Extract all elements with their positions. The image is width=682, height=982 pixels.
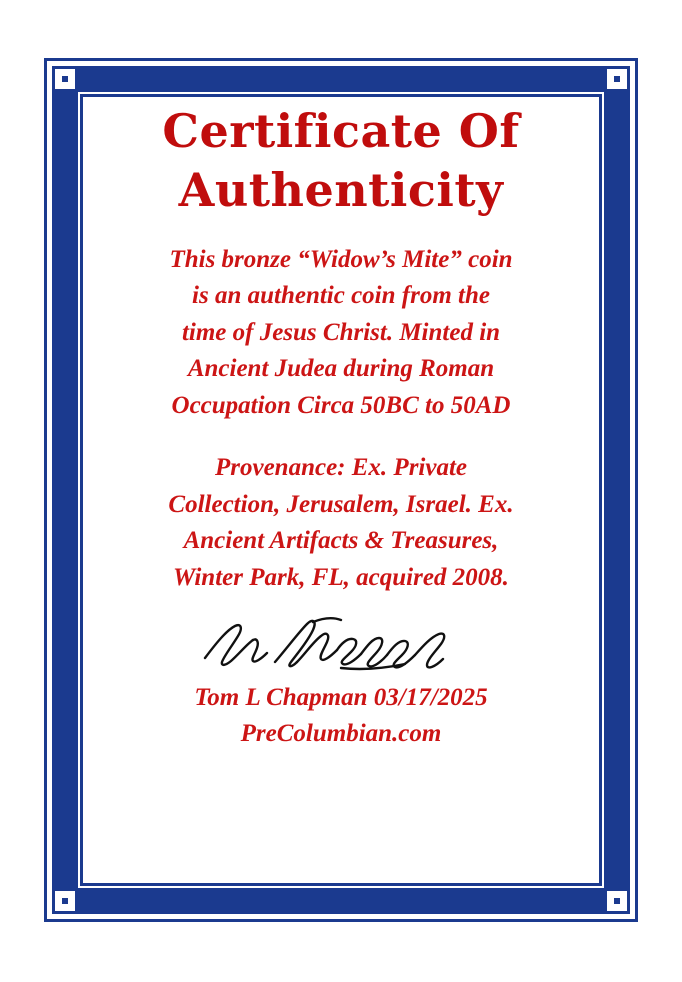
signer-name-and-date: Tom L Chapman 03/17/2025 (194, 684, 488, 712)
authenticity-statement (86, 242, 596, 425)
corner-ornament-top-left (52, 66, 78, 92)
corner-ornament-bottom-left (52, 888, 78, 914)
corner-ornament-top-right (604, 66, 630, 92)
provenance-statement-line: Ancient Artifacts & Treasures, (183, 527, 499, 555)
certificate-title (86, 102, 596, 220)
corner-ornament-bottom-right (604, 888, 630, 914)
signoff-block (86, 680, 596, 751)
website-line: PreColumbian.com (240, 719, 442, 747)
authenticity-statement-line: time of Jesus Christ. Minted in (181, 318, 501, 346)
certificate-title-line-2: Authenticity (178, 162, 504, 217)
provenance-statement-line: Provenance: Ex. Private (214, 454, 468, 482)
authenticity-statement-line: This bronze “Widow’s Mite” coin (169, 245, 513, 273)
certificate-content (86, 96, 596, 884)
greek-key-detail-left (52, 66, 78, 914)
provenance-statement-line: Winter Park, FL, acquired 2008. (173, 563, 509, 591)
greek-key-detail-bottom (52, 888, 630, 914)
handwritten-signature (191, 612, 491, 678)
certificate-title-line-1: Certificate Of (162, 104, 520, 158)
provenance-statement (86, 450, 596, 596)
provenance-statement-line: Collection, Jerusalem, Israel. Ex. (168, 490, 514, 518)
signature-area (86, 612, 596, 678)
authenticity-statement-line: Ancient Judea during Roman (187, 355, 495, 383)
greek-key-detail-top (52, 66, 630, 92)
authenticity-statement-line: Occupation Circa 50BC to 50AD (171, 391, 511, 419)
authenticity-statement-line: is an authentic coin from the (192, 282, 490, 310)
greek-key-detail-right (604, 66, 630, 914)
